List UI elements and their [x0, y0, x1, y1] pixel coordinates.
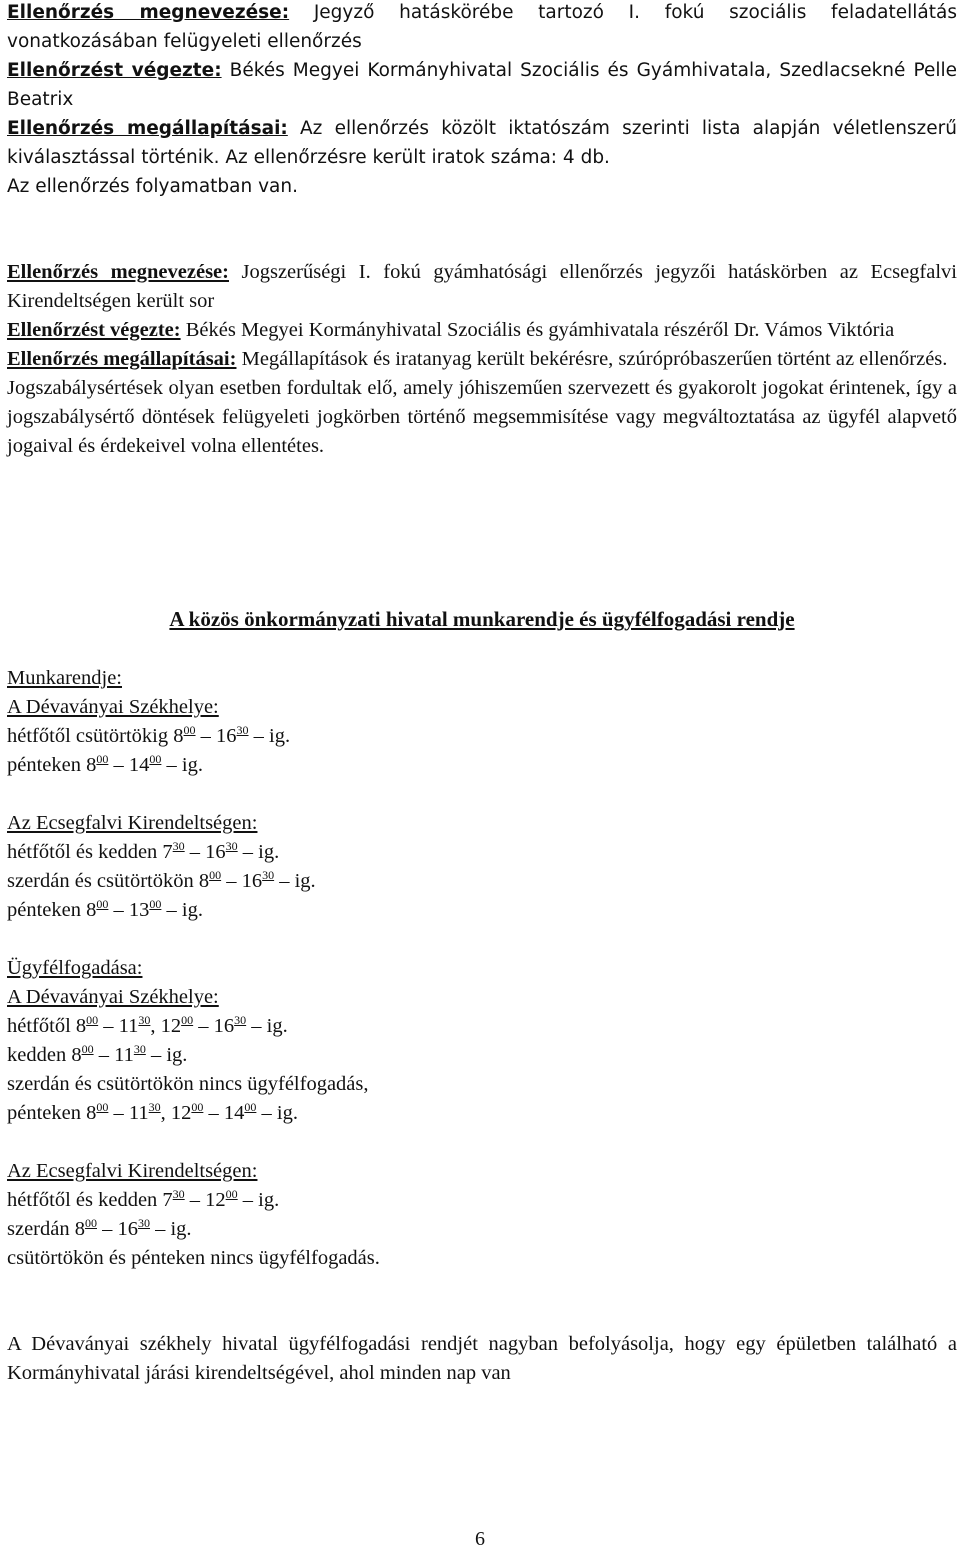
work-ecsegfalva-label: Az Ecsegfalvi Kirendeltségen:	[7, 812, 258, 834]
reception-devavanya-line-3: szerdán és csütörtökön nincs ügyfélfogadás,	[7, 1073, 369, 1095]
inspection-2-by-label: Ellenőrzést végezte:	[7, 319, 181, 341]
inspection-1-name-label: Ellenőrzés megnevezése:	[7, 2, 290, 23]
inspection-2-findings	[7, 345, 957, 374]
reception-ecsegfalva	[7, 1157, 380, 1273]
inspection-1-by-label: Ellenőrzést végezte:	[7, 60, 222, 81]
inspection-section-2	[7, 258, 957, 461]
inspection-2-findings-label: Ellenőrzés megállapításai:	[7, 348, 237, 370]
work-ecsegfalva-line-3: pénteken $8^{00} - 13^{00}$ – ig.	[7, 897, 203, 921]
inspection-2-by-text: Békés Megyei Kormányhivatal Szociális és gyámhivatala részéről Dr. Vámos Viktória	[180, 319, 895, 341]
schedule-heading: A közös önkormányzati hivatal munkarendje és ügyfélfogadási rendje	[169, 607, 795, 631]
final-paragraph: A Dévaványai székhely hivatal ügyfélfogadási rendjét nagyban befolyásolja, hogy egy épületben található a Kormányhivatal járási kirendeltségével, ahol minden nap van	[7, 1333, 957, 1384]
inspection-2-name	[7, 258, 957, 316]
work-devavanya-label: A Dévaványai Székhelye:	[7, 696, 219, 718]
reception-schedule-label: Ügyfélfogadása:	[7, 957, 143, 979]
inspection-2-findings-text: Megállapítások és iratanyag került bekérésre, szúrópróbaszerűen történt az ellenőrzés.	[236, 348, 948, 370]
reception-devavanya-label: A Dévaványai Székhelye:	[7, 986, 219, 1008]
reception-devavanya-line-1: hétfőtől $8^{00} - 11^{30}$, $12^{00} - 16^{30}$ – ig.	[7, 1013, 288, 1037]
inspection-2-paragraph: Jogszabálysértések olyan esetben fordultak elő, amely jóhiszeműen szervezett és gyakorolt jogokat érintenek, így a jogszabálysértő döntések felügyeleti jogkörben történő megsemmisítése vagy megváltoztatása az ügyfél alapvető jogaival és érdekeivel volna ellentétes.	[7, 377, 957, 457]
inspection-section-1	[7, 0, 957, 201]
inspection-2-by	[7, 316, 957, 345]
work-ecsegfalva-line-2: szerdán és csütörtökön $8^{00} - 16^{30}$ – ig.	[7, 868, 316, 892]
reception-schedule	[7, 954, 369, 1128]
reception-ecsegfalva-label: Az Ecsegfalvi Kirendeltségen:	[7, 1160, 258, 1182]
inspection-1-name	[7, 0, 957, 56]
inspection-1-findings-text: Az ellenőrzés közölt iktatószám szerinti lista alapján véletlenszerű kiválasztással történik. Az ellenőrzésre került iratok száma: 4 db.	[7, 118, 957, 168]
inspection-2-name-text: Jogszerűségi I. fokú gyámhatósági ellenőrzés jegyzői hatáskörben az Ecsegfalvi Kirendeltségen került sor	[7, 261, 957, 312]
work-schedule-label: Munkarendje:	[7, 667, 122, 689]
work-ecsegfalva-line-1: hétfőtől és kedden $7^{30} - 16^{30}$ – ig.	[7, 839, 280, 863]
reception-ecsegfalva-line-3: csütörtökön és pénteken nincs ügyfélfogadás.	[7, 1247, 380, 1269]
work-ecsegfalva	[7, 809, 316, 925]
page-number: 6	[475, 1528, 485, 1550]
inspection-1-findings	[7, 114, 957, 172]
reception-devavanya-line-4: pénteken $8^{00} - 11^{30}$, $12^{00} - 14^{00}$ – ig.	[7, 1100, 298, 1124]
inspection-1-by-text: Békés Megyei Kormányhivatal Szociális és Gyámhivatala, Szedlacsekné Pelle Beatrix	[7, 60, 957, 110]
work-devavanya-line-1: hétfőtől csütörtökig $8^{00} - 16^{30}$ – ig.	[7, 723, 291, 747]
inspection-1-by	[7, 56, 957, 114]
inspection-1-findings-label: Ellenőrzés megállapításai:	[7, 118, 288, 139]
inspection-1-status: Az ellenőrzés folyamatban van.	[7, 176, 298, 197]
reception-devavanya-line-2: kedden $8^{00} - 11^{30}$ – ig.	[7, 1042, 188, 1066]
work-schedule	[7, 664, 290, 780]
reception-ecsegfalva-line-1: hétfőtől és kedden $7^{30} - 12^{00}$ – ig.	[7, 1187, 280, 1211]
reception-ecsegfalva-line-2: szerdán $8^{00} - 16^{30}$ – ig.	[7, 1216, 192, 1240]
inspection-1-name-text: Jegyző hatáskörébe tartozó I. fokú szociális feladatellátás vonatkozásában felügyeleti ellenőrzés	[7, 2, 957, 52]
inspection-2-name-label: Ellenőrzés megnevezése:	[7, 261, 229, 283]
work-devavanya-line-2: pénteken $8^{00} - 14^{00}$ – ig.	[7, 752, 203, 776]
